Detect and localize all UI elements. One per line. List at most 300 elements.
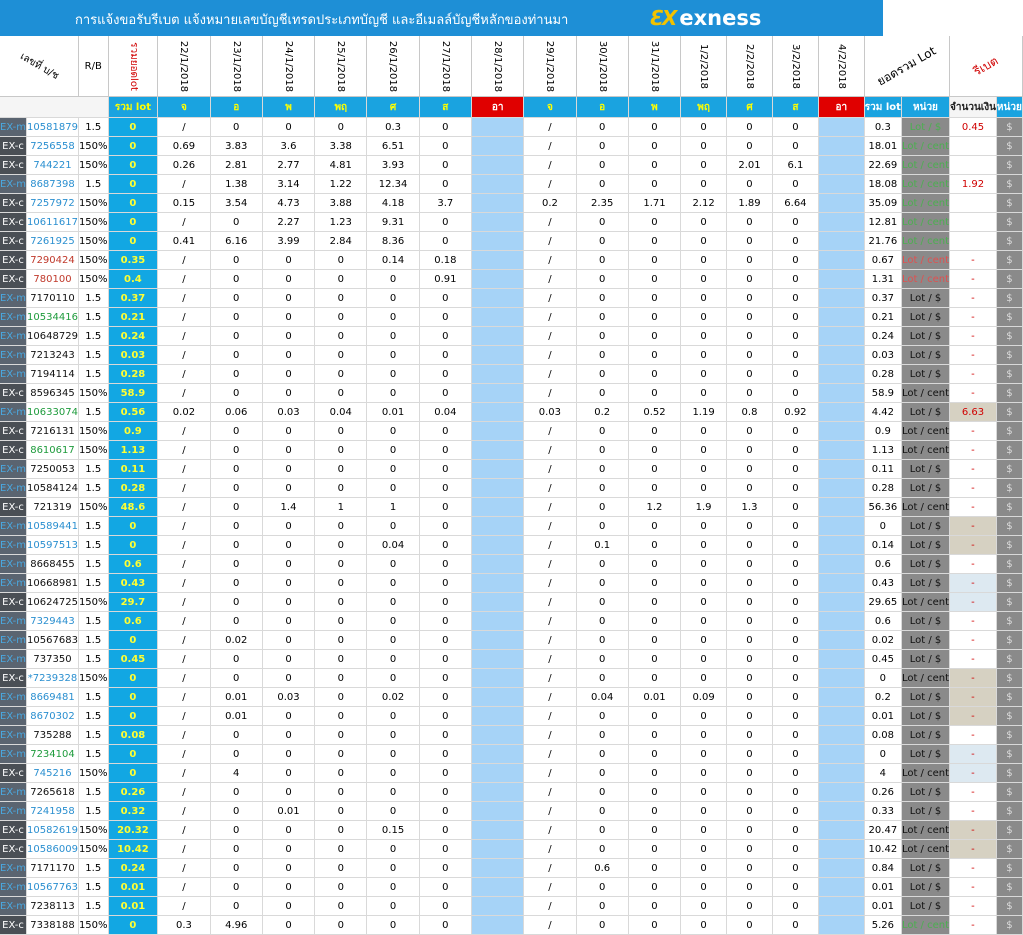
day-value: 0: [419, 707, 471, 726]
day-value: /: [524, 707, 576, 726]
account-number[interactable]: 7338188: [27, 916, 79, 935]
total-lot: 0.56: [108, 403, 158, 422]
day-value: 0: [772, 688, 818, 707]
rb-value: 150%: [78, 213, 108, 232]
day-value: /: [524, 783, 576, 802]
day-value: 0: [210, 878, 262, 897]
day-value: /: [524, 612, 576, 631]
total-lot: 0.11: [108, 460, 158, 479]
day-value: 0: [576, 612, 628, 631]
account-number[interactable]: 8669481: [27, 688, 79, 707]
day-value: 0: [576, 764, 628, 783]
currency-unit: $: [996, 422, 1022, 441]
day-value: 0.2: [524, 194, 576, 213]
day-value: [471, 517, 523, 536]
day-value: /: [158, 555, 210, 574]
day-value: 4.18: [367, 194, 419, 213]
day-value: /: [158, 783, 210, 802]
day-value: [471, 479, 523, 498]
day-value: 0: [315, 460, 367, 479]
day-value: 0.14: [367, 251, 419, 270]
day-value: 8.36: [367, 232, 419, 251]
day-value: 0: [772, 593, 818, 612]
day-value: /: [524, 859, 576, 878]
day-value: 0: [681, 517, 727, 536]
sum-lot: 0.24: [864, 327, 901, 346]
sub-blank: [0, 97, 108, 118]
account-number[interactable]: 7216131: [27, 422, 79, 441]
day-value: 1.9: [681, 498, 727, 517]
day-value: 0: [576, 707, 628, 726]
day-value: 0: [315, 346, 367, 365]
day-value: 0: [315, 574, 367, 593]
account-number[interactable]: 7250053: [27, 460, 79, 479]
day-value: 3.6: [262, 137, 314, 156]
day-value: 0: [419, 137, 471, 156]
day-value: 0: [367, 802, 419, 821]
day-value: 0: [772, 707, 818, 726]
account-number[interactable]: 7171170: [27, 859, 79, 878]
day-value: 0: [419, 688, 471, 707]
day-value: /: [158, 593, 210, 612]
date-header: [818, 36, 864, 97]
day-value: [471, 137, 523, 156]
account-number[interactable]: 745216: [27, 764, 79, 783]
sum-lot: 0: [864, 517, 901, 536]
day-value: 0: [681, 384, 727, 403]
account-number[interactable]: 10668981: [27, 574, 79, 593]
day-value: 0: [367, 517, 419, 536]
day-value: 0: [210, 669, 262, 688]
account-type: EX-m: [0, 878, 27, 897]
unit-value: Lot / cent: [901, 764, 949, 783]
day-value: 0: [315, 593, 367, 612]
rebate-amount: -: [950, 650, 997, 669]
account-type: EX-c: [0, 422, 27, 441]
day-value: 0: [772, 137, 818, 156]
day-value: 0: [576, 593, 628, 612]
day-value: 0: [419, 365, 471, 384]
day-value: 0: [576, 555, 628, 574]
day-value: 0: [628, 422, 680, 441]
total-lot: 1.13: [108, 441, 158, 460]
total-lot: 0: [108, 175, 158, 194]
day-value: 0: [628, 859, 680, 878]
day-value: 0: [681, 232, 727, 251]
day-value: [471, 118, 523, 137]
day-value: 0: [628, 308, 680, 327]
date-label: 29/1/2018: [544, 40, 556, 92]
account-number[interactable]: 744221: [27, 156, 79, 175]
day-value: 0: [681, 650, 727, 669]
day-value: 2.81: [210, 156, 262, 175]
day-value: /: [524, 384, 576, 403]
day-value: 0: [576, 460, 628, 479]
day-value: 0: [210, 441, 262, 460]
account-number[interactable]: 7257972: [27, 194, 79, 213]
day-value: 0: [315, 764, 367, 783]
sum-lot: 0.01: [864, 707, 901, 726]
day-value: 0.02: [210, 631, 262, 650]
day-value: [818, 536, 864, 555]
day-value: 0: [367, 308, 419, 327]
sum-lot-label: ยอดรวม Lot: [874, 43, 939, 88]
day-value: [471, 194, 523, 213]
unit-value: Lot / $: [901, 536, 949, 555]
day-value: [818, 384, 864, 403]
day-value: 0: [772, 479, 818, 498]
total-lot: 0: [108, 137, 158, 156]
table-row: [0, 308, 1022, 327]
day-value: [471, 878, 523, 897]
rebate-amount: -: [950, 859, 997, 878]
account-number[interactable]: 7234104: [27, 745, 79, 764]
day-value: 3.14: [262, 175, 314, 194]
day-value: 0: [681, 137, 727, 156]
account-number[interactable]: 10582619: [27, 821, 79, 840]
account-type: EX-c: [0, 270, 27, 289]
currency-unit: $: [996, 213, 1022, 232]
account-number[interactable]: 10586009: [27, 840, 79, 859]
day-value: 2.12: [681, 194, 727, 213]
account-number[interactable]: 721319: [27, 498, 79, 517]
total-lot: 48.6: [108, 498, 158, 517]
table-row: [0, 479, 1022, 498]
day-value: 0: [210, 593, 262, 612]
day-label: อ: [576, 97, 628, 118]
day-value: 0.02: [367, 688, 419, 707]
day-value: 0: [772, 213, 818, 232]
currency-unit: $: [996, 175, 1022, 194]
day-value: 0: [628, 365, 680, 384]
day-value: /: [158, 688, 210, 707]
account-number[interactable]: 7261925: [27, 232, 79, 251]
account-number[interactable]: 8610617: [27, 441, 79, 460]
account-type: EX-m: [0, 745, 27, 764]
day-value: 0: [576, 441, 628, 460]
day-label: ศ: [367, 97, 419, 118]
rebate-amount: [950, 232, 997, 251]
day-value: 0: [210, 859, 262, 878]
exness-logo-text: exness: [679, 6, 762, 30]
day-value: 0: [727, 612, 773, 631]
sum-lot: 10.42: [864, 840, 901, 859]
unit-value: Lot / $: [901, 745, 949, 764]
account-number[interactable]: 10567763: [27, 878, 79, 897]
day-value: 0: [628, 764, 680, 783]
day-value: [818, 194, 864, 213]
day-value: [471, 593, 523, 612]
currency-unit: $: [996, 593, 1022, 612]
day-value: 0: [681, 270, 727, 289]
day-value: 0: [628, 669, 680, 688]
day-value: 0: [576, 289, 628, 308]
day-value: /: [158, 365, 210, 384]
account-number[interactable]: 10581879: [27, 118, 79, 137]
account-type: EX-m: [0, 574, 27, 593]
day-value: 0: [210, 479, 262, 498]
day-value: /: [158, 650, 210, 669]
rb-header: R/B: [78, 36, 108, 97]
day-value: [818, 251, 864, 270]
rb-value: 150%: [78, 593, 108, 612]
day-value: [818, 232, 864, 251]
unit-value: Lot / cent: [901, 916, 949, 935]
day-value: 0: [727, 346, 773, 365]
sub-sum: รวม lot: [864, 97, 901, 118]
day-value: [471, 574, 523, 593]
account-number[interactable]: *7239328: [27, 669, 79, 688]
day-value: 0: [628, 878, 680, 897]
day-value: 0: [772, 669, 818, 688]
day-value: [471, 859, 523, 878]
day-value: 1: [367, 498, 419, 517]
day-value: /: [158, 897, 210, 916]
account-number[interactable]: 7213243: [27, 346, 79, 365]
day-value: 0: [576, 574, 628, 593]
account-type: EX-c: [0, 821, 27, 840]
day-value: 0: [772, 859, 818, 878]
account-number[interactable]: 10624725: [27, 593, 79, 612]
date-label: 4/2/2018: [835, 43, 847, 89]
currency-unit: $: [996, 802, 1022, 821]
account-number[interactable]: 10589441: [27, 517, 79, 536]
day-value: 0: [727, 669, 773, 688]
account-number[interactable]: 10584124: [27, 479, 79, 498]
day-value: 0: [681, 536, 727, 555]
day-label: อา: [818, 97, 864, 118]
unit-value: Lot / $: [901, 346, 949, 365]
rb-value: 1.5: [78, 555, 108, 574]
day-value: 0: [772, 783, 818, 802]
total-lot: 0.35: [108, 251, 158, 270]
unit-value: Lot / $: [901, 365, 949, 384]
day-label: พฤ: [315, 97, 367, 118]
day-value: 0: [576, 213, 628, 232]
account-number[interactable]: 8670302: [27, 707, 79, 726]
table-row: [0, 175, 1022, 194]
table-row: [0, 137, 1022, 156]
account-number[interactable]: 7238113: [27, 897, 79, 916]
day-value: 0: [419, 612, 471, 631]
sum-lot: 0.67: [864, 251, 901, 270]
account-type: EX-m: [0, 517, 27, 536]
unit-value: Lot / cent: [901, 840, 949, 859]
table-row: [0, 194, 1022, 213]
day-value: [471, 707, 523, 726]
rebate-amount: -: [950, 916, 997, 935]
account-number[interactable]: 735288: [27, 726, 79, 745]
day-value: /: [524, 213, 576, 232]
day-value: 0: [315, 631, 367, 650]
day-value: 0.04: [367, 536, 419, 555]
sum-lot: 0.37: [864, 289, 901, 308]
table-row: [0, 612, 1022, 631]
day-value: 0: [628, 555, 680, 574]
account-number[interactable]: 8687398: [27, 175, 79, 194]
sum-lot: 35.09: [864, 194, 901, 213]
day-value: [471, 650, 523, 669]
day-value: 0: [419, 555, 471, 574]
day-value: 0.01: [262, 802, 314, 821]
day-value: /: [158, 821, 210, 840]
table-row: [0, 403, 1022, 422]
rb-value: 150%: [78, 270, 108, 289]
account-number[interactable]: 10611617: [27, 213, 79, 232]
total-lot: 0: [108, 631, 158, 650]
day-value: 0: [727, 308, 773, 327]
day-value: 0: [681, 308, 727, 327]
total-lot: 0: [108, 745, 158, 764]
rebate-amount: -: [950, 612, 997, 631]
day-value: 2.77: [262, 156, 314, 175]
day-value: 1.19: [681, 403, 727, 422]
day-value: 0: [262, 745, 314, 764]
day-value: 0: [367, 859, 419, 878]
day-value: /: [158, 441, 210, 460]
day-value: 0: [681, 365, 727, 384]
table-row: [0, 669, 1022, 688]
day-value: 0.01: [210, 707, 262, 726]
total-lot: 20.32: [108, 821, 158, 840]
total-lot: 0.4: [108, 270, 158, 289]
account-number[interactable]: 10648729: [27, 327, 79, 346]
rebate-amount: -: [950, 783, 997, 802]
day-label: ส: [772, 97, 818, 118]
day-value: 0: [419, 897, 471, 916]
day-value: 0: [262, 422, 314, 441]
account-number[interactable]: 7265618: [27, 783, 79, 802]
day-value: 0: [628, 232, 680, 251]
day-value: 0: [367, 384, 419, 403]
account-number[interactable]: 780100: [27, 270, 79, 289]
day-value: 0: [419, 745, 471, 764]
day-value: 0: [210, 650, 262, 669]
day-value: 0: [772, 175, 818, 194]
date-header: [628, 36, 680, 97]
rb-value: 150%: [78, 498, 108, 517]
table-row: [0, 365, 1022, 384]
rb-value: 1.5: [78, 403, 108, 422]
day-value: 0: [727, 726, 773, 745]
unit-value: Lot / $: [901, 460, 949, 479]
day-value: 0: [367, 726, 419, 745]
day-value: [471, 612, 523, 631]
account-number[interactable]: 8596345: [27, 384, 79, 403]
day-value: [818, 650, 864, 669]
sum-lot: 22.69: [864, 156, 901, 175]
table-row: [0, 783, 1022, 802]
account-number[interactable]: 10534416: [27, 308, 79, 327]
day-value: [471, 726, 523, 745]
day-value: 0: [367, 479, 419, 498]
table-row: [0, 859, 1022, 878]
sum-lot: 0.03: [864, 346, 901, 365]
currency-unit: $: [996, 327, 1022, 346]
day-value: 0: [628, 384, 680, 403]
day-value: 0: [681, 783, 727, 802]
currency-unit: $: [996, 764, 1022, 783]
sum-lot: 0.28: [864, 365, 901, 384]
account-type: EX-m: [0, 118, 27, 137]
account-type: EX-m: [0, 403, 27, 422]
day-value: [471, 251, 523, 270]
account-number[interactable]: 10633074: [27, 403, 79, 422]
account-number[interactable]: 10567683: [27, 631, 79, 650]
rb-value: 1.5: [78, 707, 108, 726]
unit-value: Lot / $: [901, 289, 949, 308]
table-row: [0, 289, 1022, 308]
account-number[interactable]: 7329443: [27, 612, 79, 631]
day-value: 0: [772, 232, 818, 251]
day-value: 0: [681, 422, 727, 441]
day-value: 0: [367, 631, 419, 650]
unit-value: Lot / $: [901, 707, 949, 726]
account-number[interactable]: 7290424: [27, 251, 79, 270]
account-number[interactable]: 8668455: [27, 555, 79, 574]
account-number[interactable]: 7194114: [27, 365, 79, 384]
day-value: 1.22: [315, 175, 367, 194]
account-number[interactable]: 737350: [27, 650, 79, 669]
day-value: 6.64: [772, 194, 818, 213]
unit-value: Lot / cent: [901, 384, 949, 403]
day-value: /: [524, 802, 576, 821]
day-label: พ: [628, 97, 680, 118]
day-value: 0: [727, 631, 773, 650]
day-value: /: [158, 878, 210, 897]
day-value: 0: [772, 498, 818, 517]
day-value: 0: [210, 536, 262, 555]
day-value: /: [158, 802, 210, 821]
day-value: 0: [419, 498, 471, 517]
day-value: 0: [315, 688, 367, 707]
sum-lot: 0: [864, 669, 901, 688]
day-value: 0: [772, 289, 818, 308]
day-value: 0: [419, 118, 471, 137]
day-value: 0: [628, 802, 680, 821]
day-value: 0: [315, 517, 367, 536]
day-value: 0: [210, 498, 262, 517]
date-header: [210, 36, 262, 97]
day-value: /: [524, 422, 576, 441]
day-value: 0: [727, 441, 773, 460]
day-value: 0.04: [576, 688, 628, 707]
day-value: 0: [262, 118, 314, 137]
rb-value: 1.5: [78, 688, 108, 707]
day-value: 3.7: [419, 194, 471, 213]
account-number[interactable]: 7241958: [27, 802, 79, 821]
day-value: 0: [315, 783, 367, 802]
account-number[interactable]: 10597513: [27, 536, 79, 555]
total-lot: 0.24: [108, 327, 158, 346]
day-value: 0: [315, 536, 367, 555]
day-value: 0.15: [367, 821, 419, 840]
account-number[interactable]: 7256558: [27, 137, 79, 156]
rebate-amount: -: [950, 289, 997, 308]
day-value: 0.06: [210, 403, 262, 422]
table-row: [0, 650, 1022, 669]
date-label: 23/1/2018: [230, 40, 242, 92]
rebate-amount: -: [950, 555, 997, 574]
day-value: 0: [419, 783, 471, 802]
day-value: 0: [419, 821, 471, 840]
account-number[interactable]: 7170110: [27, 289, 79, 308]
day-value: 0: [210, 897, 262, 916]
rb-value: 1.5: [78, 308, 108, 327]
total-lot: 0.08: [108, 726, 158, 745]
day-value: 0: [576, 498, 628, 517]
day-value: 0: [315, 555, 367, 574]
